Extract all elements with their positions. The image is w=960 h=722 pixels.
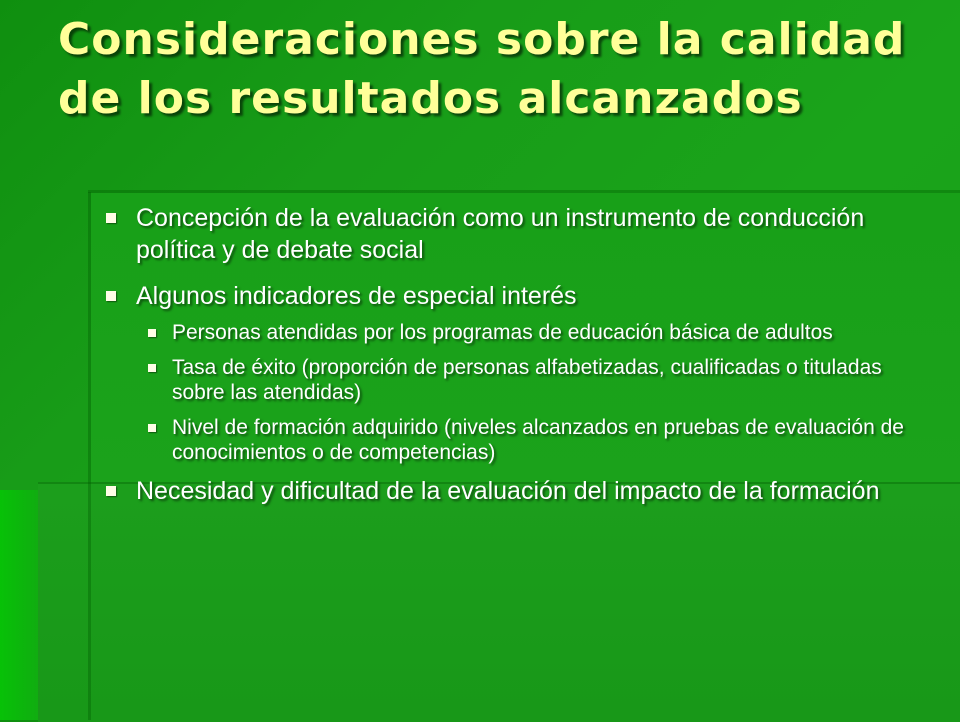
bullet-item — [100, 475, 920, 507]
square-bullet-icon — [148, 364, 156, 372]
bullet-text: Algunos indicadores de especial interés — [136, 282, 577, 310]
bullet-text: Necesidad y dificultad de la evaluación del impacto de la formación — [136, 477, 880, 505]
bullet-item — [100, 202, 920, 266]
bullet-item — [100, 280, 920, 312]
sub-bullet-text: Nivel de formación adquirido (niveles alcanzados en pruebas de evaluación de conocimientos o de competencias) — [172, 416, 904, 464]
background-vertical-rule — [88, 192, 91, 720]
square-bullet-icon — [106, 291, 116, 301]
sub-bullet-text: Personas atendidas por los programas de educación básica de adultos — [172, 321, 833, 344]
bullet-text: Concepción de la evaluación como un instrumento de conducción política y de debate social — [136, 204, 865, 264]
square-bullet-icon — [148, 424, 156, 432]
sub-bullet-list — [100, 320, 920, 465]
sub-bullet-text: Tasa de éxito (proporción de personas alfabetizadas, cualificadas o tituladas sobre las atendidas) — [172, 356, 882, 404]
sub-bullet-item — [100, 320, 920, 345]
square-bullet-icon — [106, 486, 116, 496]
sub-bullet-item — [100, 415, 920, 465]
slide-title: Consideraciones sobre la calidad de los resultados alcanzados — [58, 14, 906, 124]
slide-body — [100, 202, 920, 521]
background-left-strip — [0, 490, 38, 720]
square-bullet-icon — [148, 329, 156, 337]
square-bullet-icon — [106, 213, 116, 223]
background-horizontal-rule — [88, 190, 960, 193]
sub-bullet-item — [100, 355, 920, 405]
